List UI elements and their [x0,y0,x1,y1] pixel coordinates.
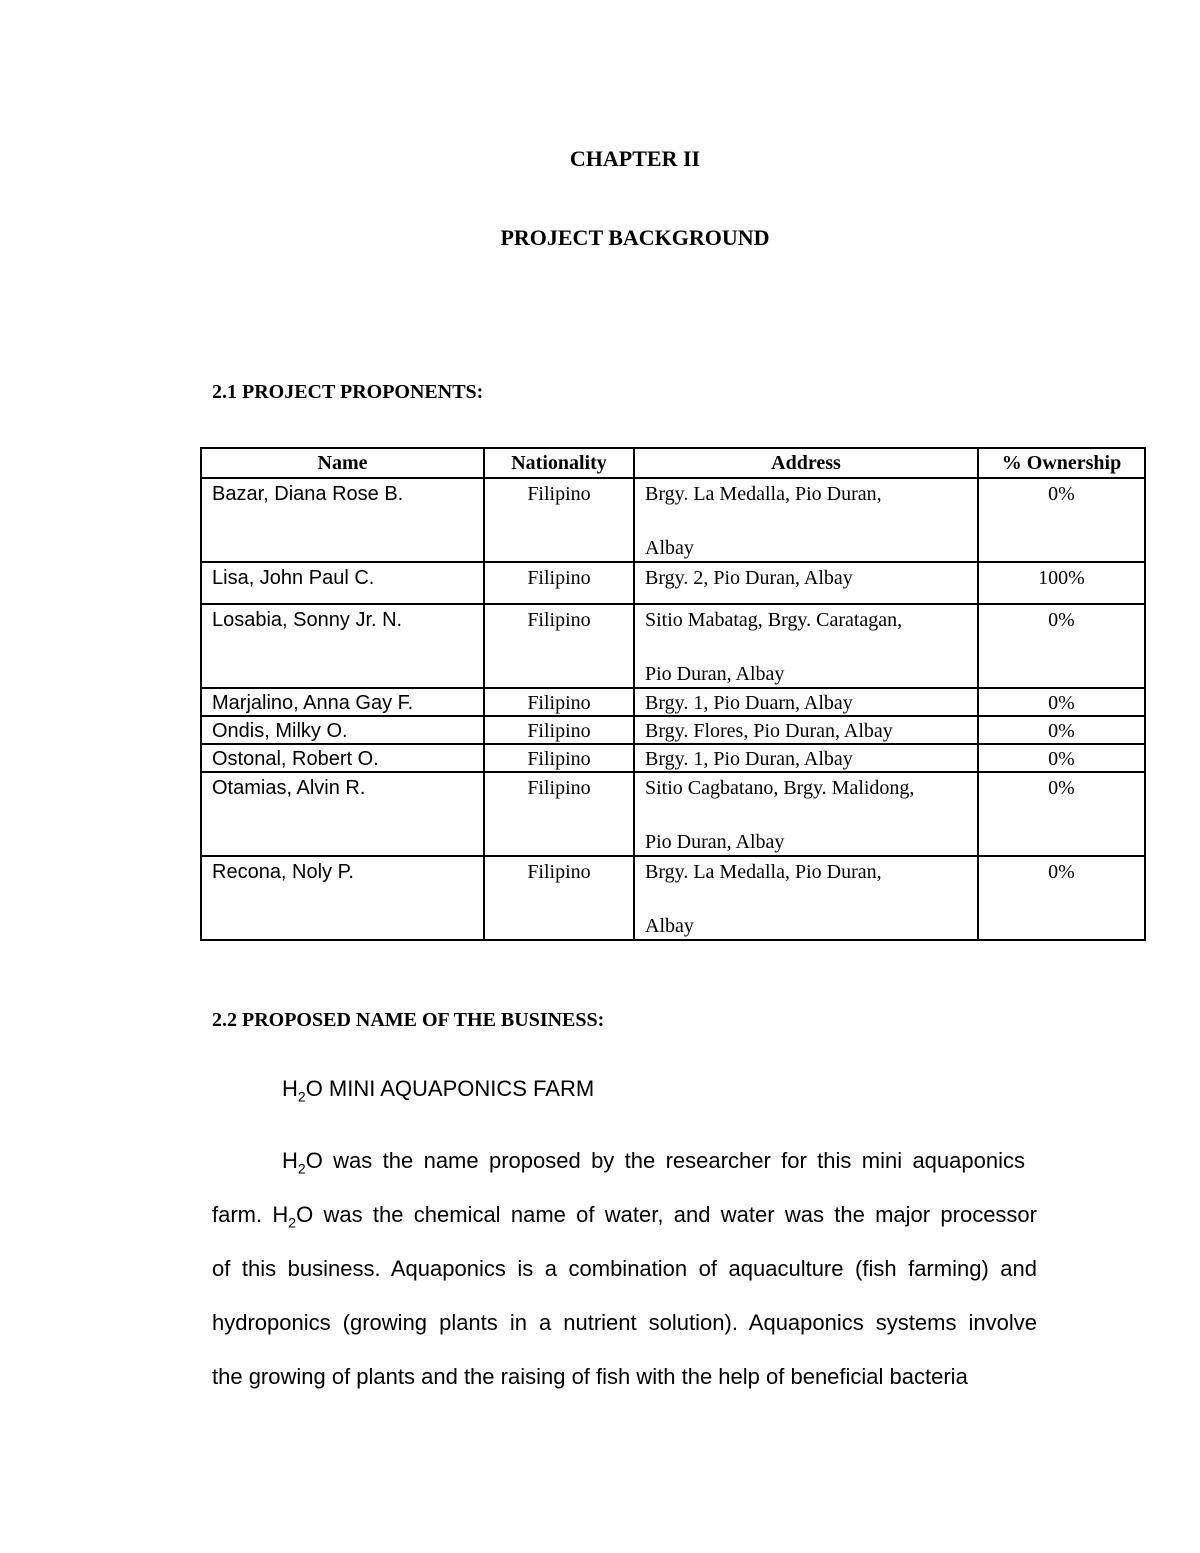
section-heading-proponents: 2.1 PROJECT PROPONENTS: [212,381,484,403]
cell-name: Ostonal, Robert O. [201,744,484,772]
cell-name: Bazar, Diana Rose B. [201,478,484,562]
cell-ownership: 0% [978,688,1145,716]
cell-ownership: 100% [978,562,1145,604]
page-title: PROJECT BACKGROUND [500,225,770,250]
cell-nationality: Filipino [484,856,634,940]
table-row [201,562,1145,604]
paragraph-line: hydroponics (growing plants in a nutrient solution). Aquaponics systems involve [212,1310,1037,1335]
cell-name: Losabia, Sonny Jr. N. [201,604,484,688]
cell-nationality: Filipino [484,688,634,716]
cell-name: Recona, Noly P. [201,856,484,940]
chapter-heading: CHAPTER II [569,146,701,171]
cell-address: Brgy. 1, Pio Duarn, Albay [634,688,978,716]
cell-ownership: 0% [978,716,1145,744]
table-row [201,478,1145,562]
cell-nationality: Filipino [484,604,634,688]
table-row [201,688,1145,716]
paragraph-line: farm. $H_2O$ was the chemical name of water, and water was the major processor [212,1202,1037,1231]
table-row [201,604,1145,688]
table-row [201,744,1145,772]
section-heading-business-name: 2.2 PROPOSED NAME OF THE BUSINESS: [212,1009,605,1031]
paragraph-line: the growing of plants and the raising of fish with the help of beneficial bacteria [212,1364,968,1389]
cell-name: Marjalino, Anna Gay F. [201,688,484,716]
cell-ownership: 0% [978,478,1145,562]
cell-address: Brgy. 2, Pio Duran, Albay [634,562,978,604]
cell-nationality: Filipino [484,744,634,772]
cell-name: Otamias, Alvin R. [201,772,484,856]
paragraph-line: $H_2O$ was the name proposed by the researcher for this mini aquaponics [282,1148,1025,1177]
cell-address: Brgy. La Medalla, Pio Duran, Albay [634,856,978,940]
cell-nationality: Filipino [484,772,634,856]
table-row [201,856,1145,940]
column-header-address: Address [634,448,978,478]
cell-nationality: Filipino [484,562,634,604]
cell-address: Sitio Cagbatano, Brgy. Malidong, Pio Duran, Albay [634,772,978,856]
table-header-row [201,448,1145,478]
cell-address: Brgy. Flores, Pio Duran, Albay [634,716,978,744]
business-name: $H_2O$ MINI AQUAPONICS FARM [282,1076,595,1105]
cell-nationality: Filipino [484,478,634,562]
cell-nationality: Filipino [484,716,634,744]
paragraph-line: of this business. Aquaponics is a combination of aquaculture (fish farming) and [212,1256,1037,1281]
proponents-table [200,447,1146,941]
cell-address: Brgy. 1, Pio Duran, Albay [634,744,978,772]
cell-address: Brgy. La Medalla, Pio Duran, Albay [634,478,978,562]
table-row [201,772,1145,856]
cell-ownership: 0% [978,604,1145,688]
column-header-name: Name [201,448,484,478]
cell-address: Sitio Mabatag, Brgy. Caratagan, Pio Duran, Albay [634,604,978,688]
cell-ownership: 0% [978,772,1145,856]
cell-name: Ondis, Milky O. [201,716,484,744]
cell-ownership: 0% [978,744,1145,772]
cell-ownership: 0% [978,856,1145,940]
column-header-nationality: Nationality [484,448,634,478]
column-header-ownership: % Ownership [978,448,1145,478]
cell-name: Lisa, John Paul C. [201,562,484,604]
table-row [201,716,1145,744]
